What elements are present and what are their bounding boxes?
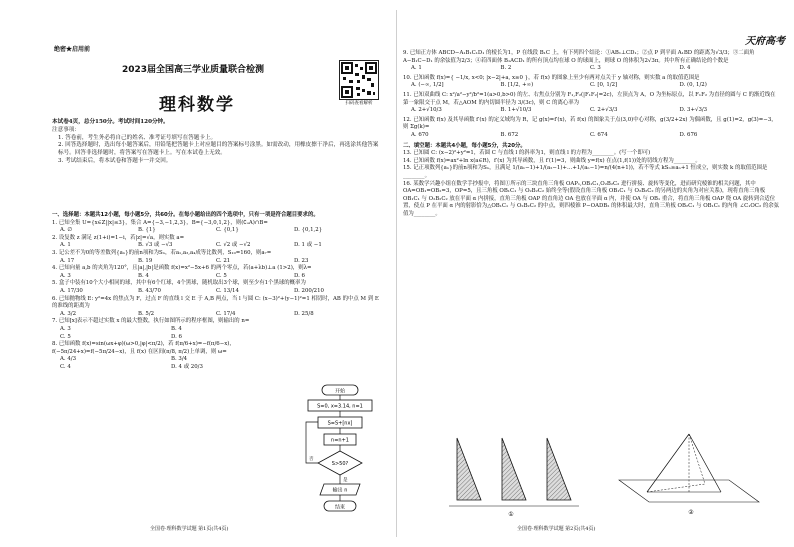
confidential-mark: 绝密★启用前 [54,46,91,53]
question-5 [52,280,382,295]
qr-caption: 扫码查看解析 [345,101,373,106]
option-d: D. 25/8 [294,310,314,317]
option-a: A. 1 [60,242,71,249]
option-d: D. 6 [171,333,182,340]
exam-info [52,119,382,166]
question-stem: 3. 记公差不为0的等差数列{aₙ}的前n项和为Sₙ，若a₁,a₃,a₄成等比数列，S₁₀=160，则a₇= [52,249,272,256]
flow-start: 开始 [334,388,346,395]
option-d: D. 4 或 20/3 [171,363,203,370]
notice-2: 2. 回答选择题时，选出每小题答案后，用铅笔把答题卡上对应题目的答案标号涂黑。如需改动，用橡皮擦干净后，再选涂其他答案标号。回答非选择题时，将答案写在答题卡上。写在本试卷上无效。 [58,142,379,157]
section-2-heading: 二、填空题：本题共4小题，每小题5分，共20分。 [403,142,526,149]
option-d: D. 6 [294,272,305,279]
option-c: C. 674 [590,131,608,138]
option-b: B. 4 [171,325,182,332]
question-12 [403,117,779,140]
question-6 [52,296,382,319]
page-2 [397,0,794,547]
flow-output: 输出 n [332,487,348,494]
question-stem: 9. 已知正方体 ABCD−A₁B₁C₁D₁ 的棱长为1，P 在线段 B₁C 上，有下列四个结论：①AB₁⊥CD₁；②点 P 到平面 A₁BD 的距离为√3/3；③二面角 A−B₁C−D₁ 的余弦值为2/3；④若四面体 B₁ACD₁ 的所有顶点均在球 O 的球面上，则球 O 的体积为2√3π。其中所有正确结论的个数是 [403,50,755,64]
question-options [52,227,382,235]
question-options [403,82,779,90]
question-options [403,132,779,140]
option-b: B. 19 [138,257,153,264]
notice-head: 注意事项： [52,126,80,133]
question-11 [403,92,779,115]
question-10 [403,75,779,90]
flow-step: S=S+[nx] [327,420,353,427]
figure-label-1: ① [508,511,514,518]
option-c: C. 2+√3/3 [590,107,618,114]
option-c: C. 4 [60,363,71,370]
fill-14: 14. 已知函数 f(x)=ax²+ln x(a∈R)，f′(x) 为其导函数，且 f′(1)=3，则曲线 y=f(x) 在点(1,f(1))处的切线方程为________。 [403,157,701,164]
question-stem: 10. 已知函数 f(x)={ −1/x, x<0; |x−2|+a, x≥0 }，若 f(x) 的图象上至少有两对点关于 y 轴对称，则实数 a 的取值范围是 [403,74,700,81]
question-options [403,65,779,73]
option-d: D. {0,1,2} [294,227,323,234]
question-options [52,288,382,296]
question-options [52,326,292,341]
option-c: C. 17/4 [216,310,236,317]
question-stem: 2. 设复数 z 满足 z(1+i)=1−i，若|z|=√a，则实数 a= [52,234,185,241]
flow-cond: S>50? [331,461,349,467]
question-2 [52,235,382,250]
info-line: 本试卷4页，总分150分。考试时间120分钟。 [52,119,169,125]
question-stem: 5. 盒子中装有10个大小相同的球，其中有6个红球，4个黑球，随机取出3个球，则至少有1个黑球的概率为 [52,280,306,287]
option-a: A. 670 [411,131,429,138]
option-c: C. 3 [590,65,601,72]
option-c: C. √2 或 −√2 [216,242,251,249]
exam-title: 2023届全国高三学业质量联合检测 [122,65,265,75]
option-b: B. 3/4 [171,356,188,363]
flow-yes: 是 [343,478,348,483]
notice-3: 3. 考试结束后，将本试卷和答题卡一并交回。 [58,157,172,164]
option-b: B. 5/2 [138,310,155,317]
option-d: D. 3+√3/3 [679,107,708,114]
option-d: D. 4 [679,65,691,72]
option-b: B. √3 或 −√3 [138,242,173,249]
option-b: B. {1} [138,227,156,234]
option-d: D. 1 或 −1 [294,242,322,249]
figure-1-triangles [447,430,587,518]
section-1 [52,212,382,371]
option-c: C. {0,1} [216,227,239,234]
fill-15: 15. 记正项数列{aₙ}的前n项和为Sₙ，且满足 1/(a₁−1)+1/(a₂−1)+…+1/(aₙ−1)=n/(4(n+1))，若不等式 kSₙ≥aₙ+1 恒成立，则实数 k 的取值范围是________。 [403,165,768,179]
fill-13: 13. 已知圆 C: (x−2)²+y²=1，若圆 C 与直线 l 的斜率为1，则直线 l 的方程为________。(写一个即可) [403,150,651,157]
question-options [52,242,382,250]
option-a: A. 3 [60,325,71,332]
question-stem: 8. 已知函数 f(x)=sin(ωx+φ)(ω>0,|φ|<π/2)，若 f(π/6+x)=−f(π/6−x)，f(−5π/24+x)=f(−5π/24−x)，且 f(x) 在区间(π/8, π/2)上单调，则 ω= [52,341,235,355]
option-a: A. ∅ [60,227,73,234]
page-footer: 全国卷·理科数学试题 第1页(共4页) [150,526,229,532]
question-stem: 11. 已知双曲线 C: x²/a²−y²/b²=1(a>0,b>0) 的左、右焦点分别为 F₁,F₂(|F₁F₂|=2c)，左顶点为 A，O 为坐标原点，以 F₁F₂ 为直径的圆与 C 的渐近线在第一象限交于点 M，若△AOM 的内切圆半径为 3/(3c)，则 C 的离心率为 [403,91,776,106]
option-b: B. 672 [500,131,519,138]
option-d: D. (0, 1/2) [679,82,707,89]
option-b: B. 4 [138,272,149,279]
question-stem: 7. 已知[x]表示不超过实数 x 的最大整数，执行如图所示的程序框图，则输出的 n= [52,318,250,325]
notice-1: 1. 答卷前，考生务必将自己的姓名、准考证号填写在答题卡上。 [58,134,217,141]
option-d: D. 200/210 [294,287,324,294]
question-1 [52,220,382,235]
option-a: A. 1 [411,65,422,72]
question-stem: 6. 已知抛物线 E: y²=4x 的焦点为 F，过点 F 的直线 l 交 E 于 A,B 两点，当 l 与圆 C: (x−3)²+(y−1)²=1 相切时，AB 的中点 M 到 E 的准线的距离为 [52,295,379,310]
option-b: B. 1+√10/3 [500,107,532,114]
qr-code[interactable] [339,60,379,100]
option-c: C. 5 [216,272,227,279]
figure-2-pyramid [609,430,769,518]
option-d: D. 23 [294,257,309,264]
option-c: C. 21 [216,257,231,264]
page-footer: 全国卷·理科数学试题 第2页(共4页) [517,526,596,532]
flow-end: 结束 [334,504,346,511]
question-options [52,356,292,371]
option-a: A. 17/30 [60,287,83,294]
subject-title: 理科数学 [159,95,235,115]
section-1-continued [403,50,779,218]
option-a: A. 4/3 [60,356,76,363]
section-1-heading: 一、选择题：本题共12小题，每小题5分，共60分。在每小题给出的四个选项中，只有一项是符合题目要求的。 [52,212,319,218]
question-options [403,107,779,115]
option-c: C. 13/14 [216,287,239,294]
figure-label-2: ② [688,509,694,516]
option-a: A. 2+√10/3 [411,107,442,114]
flow-inc: n=n+1 [331,437,349,444]
option-c: C. 5 [60,333,71,340]
option-d: D. 676 [679,131,698,138]
option-a: A. (−∞, 1/2] [411,82,444,89]
option-a: A. 3 [60,272,71,279]
flow-no: 否 [309,457,314,462]
question-3 [52,250,382,265]
flow-init: S=0, x=3.14, n=1 [317,403,363,410]
option-b: B. 43/70 [138,287,161,294]
question-stem: 12. 已知函数 f(x) 及其导函数 f′(x) 的定义域均为 R，记 g(x)=f′(x)，若 f(x) 的图象关于点(3,0)中心对称，g(3/2+2x) 为偶函数，且 g(1)=2，g(3)=−3，则 Σg(k)= [403,116,777,131]
question-stem: 4. 已知向量 a,b 的夹角为120°，且|a|,|b|是函数 f(x)=x²−5x+6 的两个零点，若(a+λb)⊥a (1>2)，则λ= [52,265,312,272]
publisher-logo: 天府高考 [745,36,785,47]
option-c: C. [0, 1/2] [590,82,618,89]
option-a: A. 3/2 [60,310,76,317]
fill-16: 16. 某数学兴趣小组在数学手抄报中，将图①所示的三块直角三角板 OAP₁,OB₁C₁,O₂B₂C₂ 进行拼接、旋转等变化，进而研究棱锥的相关问题，其中 OA=OB₁=OB₂=3，OP=5，且三角板 OB₁C₁ 与 O₂B₂C₂ 始终全等(假设直角三角板 OB₁C₁ 与 O₂B₂C₂ 的另两边的夹角为对应关系)，现将直角三角板 OB₁C₁ 与 O₂B₂C₂ 放在平面 α 内拼接，直角三角板 OAP 的直角边 OA 也放在平面 α 内，并使 OA 与 OB₁ 重合，将直角三角板 OAP 绕 OA 旋转到合适位置，使点 P 在平面 α 内的射影恰为△OB₁C₁ 与 O₂B₂C₂ 的中点，则四棱锥 P−OADB₂ 的体积最大时，直角三角板 OB₂C₁ 与 OB₁C₁ 的内角 ∠C₁OC₂ 的余弦值为________。 [403,180,780,217]
question-9 [403,50,779,73]
option-b: B. 2 [500,65,512,72]
option-a: A. 17 [60,257,75,264]
program-flowchart [300,384,380,524]
question-7 [52,318,292,341]
question-8 [52,341,292,371]
option-b: B. [1/2, +∞) [500,82,534,89]
question-stem: 1. 已知全集 U={x∈Z||x|≤3}，集合 A={−3,−1,2,3}，B={−3,0,1,2}，则(∁ᵤA)∩B= [52,219,268,226]
question-4 [52,265,382,280]
